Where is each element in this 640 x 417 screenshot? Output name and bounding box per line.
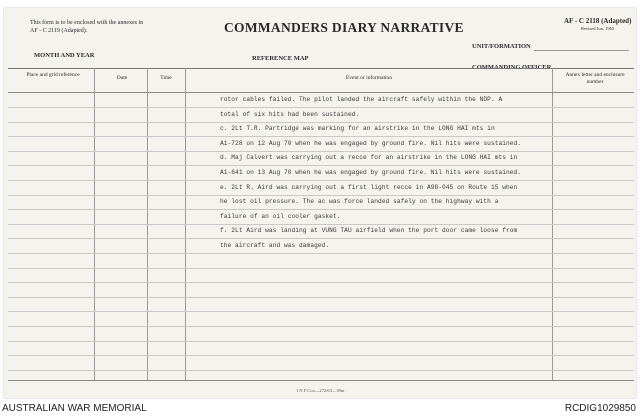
ruled-line — [8, 122, 634, 123]
ruled-line — [8, 224, 634, 225]
form-number: AF - C 2118 (Adapted) — [564, 17, 632, 25]
narrative-line: A1-728 on 12 Aug 70 when he was engaged by ground fire. Nil hits were sustained. — [220, 140, 522, 147]
ruled-line — [8, 297, 634, 298]
ruled-line — [8, 107, 634, 108]
document-id: RCDIG1029850 — [564, 403, 636, 414]
ruled-line — [8, 341, 634, 342]
col-header-event: Event or information — [345, 75, 393, 81]
narrative-line: the aircraft and was damaged. — [220, 242, 330, 249]
ruled-line — [8, 151, 634, 152]
col-header-place: Place and grid reference — [26, 72, 80, 78]
unit-formation-label: UNIT/FORMATION — [472, 43, 531, 50]
ruled-line — [8, 253, 634, 254]
narrative-line: c. 2Lt T.R. Partridge was marking for an airstrike in the LONG HAI mts in — [220, 125, 495, 132]
diary-sheet — [4, 8, 636, 398]
narrative-line: he lost oil pressure. The ac was force landed safely on the highway with a — [220, 198, 499, 205]
ruled-line — [8, 326, 634, 327]
enclosure-note: This form is to be enclosed with the annexes in AF - C 2119 (Adapted). — [30, 20, 144, 34]
table-top-border — [8, 68, 634, 69]
ruled-line — [8, 195, 634, 196]
form-title: COMMANDERS DIARY NARRATIVE — [224, 20, 464, 35]
ruled-line — [8, 311, 634, 312]
col-header-time: Time — [160, 75, 172, 81]
header-bottom-border — [8, 92, 634, 93]
ruled-line — [8, 209, 634, 210]
revision-date: Revised Jun, 1965 — [581, 26, 615, 31]
ruled-line — [8, 268, 634, 269]
reference-map-label: REFERENCE MAP — [252, 55, 309, 62]
narrative-line: d. Maj Calvert was carrying out a recce for an airstrike in the LONG HAI mts in — [220, 154, 518, 161]
ruled-line — [8, 370, 634, 371]
ruled-line — [8, 165, 634, 166]
narrative-line: A1-641 on 13 Aug 70 when he was engaged by ground fire. Nil hits were sustained. — [220, 169, 522, 176]
narrative-line: rotor cables failed. The pilot landed the aircraft safely within the NDP. A — [220, 96, 503, 103]
narrative-line: total of six hits had been sustained. — [220, 111, 360, 118]
unit-field-line — [534, 50, 629, 51]
table-bottom-border — [8, 380, 634, 381]
footer-print-code: 1 N F Coo—272/63—39m — [296, 388, 345, 393]
col-header-annex: Annex letter and enclosure number — [565, 72, 625, 85]
col-header-date: Date — [116, 75, 128, 81]
ruled-line — [8, 282, 634, 283]
month-year-label: MONTH AND YEAR — [34, 52, 95, 59]
ruled-line — [8, 355, 634, 356]
ruled-line — [8, 238, 634, 239]
narrative-line: failure of an oil cooler gasket. — [220, 213, 341, 220]
source-caption: AUSTRALIAN WAR MEMORIAL — [2, 403, 147, 414]
narrative-line: e. 2Lt R. Aird was carrying out a first light recce in A98-045 on Route 15 when — [220, 184, 518, 191]
narrative-line: f. 2Lt Aird was landing at VUNG TAU airfield when the port door came loose from — [220, 227, 518, 234]
ruled-line — [8, 136, 634, 137]
ruled-line — [8, 180, 634, 181]
